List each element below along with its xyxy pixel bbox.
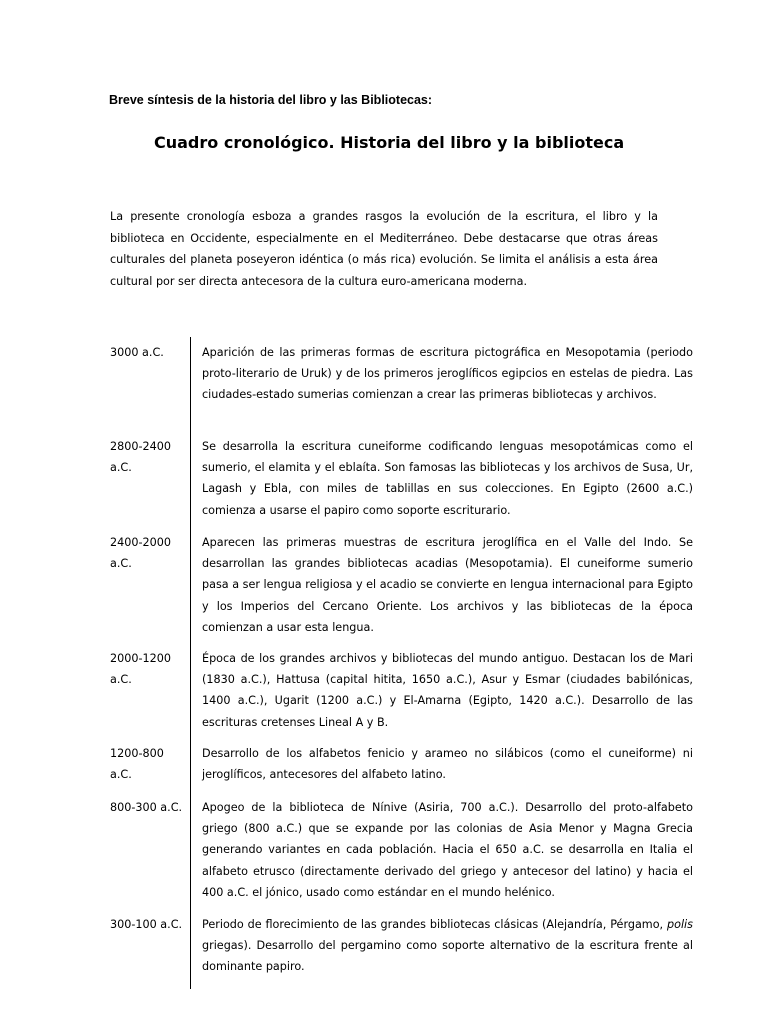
timeline-date: 2800-2400 a.C. <box>110 440 171 475</box>
timeline-date: 1200-800 a.C. <box>110 747 164 782</box>
timeline-text-italic: polis <box>667 918 693 931</box>
timeline-text <box>202 914 693 978</box>
timeline-date: 800-300 a.C. <box>110 801 183 814</box>
title-main: Cuadro cronológico <box>154 133 329 152</box>
document-title <box>154 131 674 155</box>
timeline-text: Época de los grandes archivos y bibliotecas del mundo antiguo. Destacan los de Mari (1830 a.C.), Hattusa (capital hitita, 1650 a.C.), Asur y Esmar (ciudades babilónicas, 1400 a.C.), Ugarit (1200 a.C.) y El-Amarna (Egipto, 1420 a.C.). Desarrollo de las escrituras cretenses Lineal A y B. <box>202 652 693 729</box>
intro-heading: Breve síntesis de la historia del libro y las Bibliotecas: <box>109 93 433 107</box>
timeline-text: Aparición de las primeras formas de escritura pictográfica en Mesopotamia (periodo proto-literario de Uruk) y de los primeros jeroglíficos egipcios en estelas de piedra. Las ciudades-estado sumerias comienzan a crear las primeras bibliotecas y archivos. <box>202 346 693 402</box>
timeline-date: 2000-1200 a.C. <box>110 652 171 687</box>
timeline-divider <box>190 337 191 989</box>
title-separator: . <box>328 133 341 152</box>
timeline-text: Aparecen las primeras muestras de escritura jeroglífica en el Valle del Indo. Se desarrollan las grandes bibliotecas acadias (Mesopotamia). El cuneiforme sumerio pasa a ser lengua religiosa y el acadio se convierte en lengua internacional para Egipto y los Imperios del Cercano Oriente. Los archivos y las bibliotecas de la época comienzan a usar esta lengua. <box>202 536 693 634</box>
timeline-text: Desarrollo de los alfabetos fenicio y arameo no silábicos (como el cuneiforme) ni jeroglíficos, antecesores del alfabeto latino. <box>202 747 693 782</box>
timeline-text: Apogeo de la biblioteca de Nínive (Asiria, 700 a.C.). Desarrollo del proto-alfabeto griego (800 a.C.) que se expande por las colonias de Asia Menor y Magna Grecia generando variantes en cada población. Hacia el 650 a.C. se desarrolla en Italia el alfabeto etrusco (directamente derivado del griego y antecesor del latino) y hacia el 400 a.C. el jónico, usado como estándar en el mundo helénico. <box>202 801 693 899</box>
title-rest: Historia del libro y la biblioteca <box>340 133 625 152</box>
timeline-date: 3000 a.C. <box>110 346 164 359</box>
intro-paragraph: La presente cronología esboza a grandes rasgos la evolución de la escritura, el libro y la biblioteca en Occidente, especialmente en el Mediterráneo. Debe destacarse que otras áreas culturales del planeta poseyeron idéntica (o más rica) evolución. Se limita el análisis a esta área cultural por ser directa antecesora de la cultura euro-americana moderna. <box>110 210 658 288</box>
timeline-date: 300-100 a.C. <box>110 918 183 931</box>
timeline-text-part: griegas). Desarrollo del pergamino como soporte alternativo de la escritura frente al dominante papiro. <box>202 939 693 974</box>
timeline-text: Se desarrolla la escritura cuneiforme codificando lenguas mesopotámicas como el sumerio, el elamita y el eblaíta. Son famosas las bibliotecas y los archivos de Susa, Ur, Lagash y Ebla, con miles de tablillas en sus colecciones. En Egipto (2600 a.C.) comienza a usarse el papiro como soporte escriturario. <box>202 440 693 517</box>
timeline-date: 2400-2000 a.C. <box>110 536 171 571</box>
timeline-text-part: Periodo de florecimiento de las grandes bibliotecas clásicas (Alejandría, Pérgamo, <box>202 918 667 931</box>
